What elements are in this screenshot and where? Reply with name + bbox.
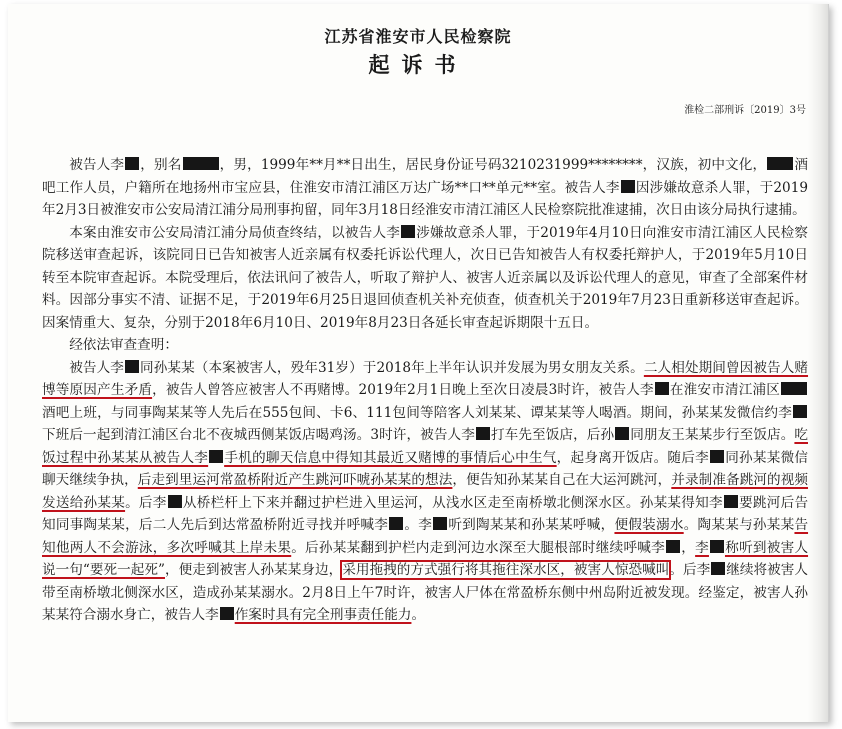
body-text: 从桥栏杆上下来并翻过护栏进入里运河，从浅水区走至南桥墩北侧深水区。孙某某得知李 bbox=[182, 494, 723, 511]
issuing-organization: 江苏省淮安市人民检察院 bbox=[324, 27, 512, 46]
body-text: 同孙某某（本案被害人，殁年31岁）于2018年上半年认识并发展为男女朋友关系。 bbox=[139, 359, 644, 376]
redaction-block bbox=[389, 517, 403, 530]
redaction-block bbox=[209, 450, 223, 463]
redaction-block bbox=[168, 495, 182, 508]
body-text: 同朋友王某某步行至饭店。 bbox=[630, 427, 795, 443]
redaction-block bbox=[767, 157, 793, 170]
underlined-highlight: 手机的聊天信息中得知其最近又赌博的事情后心中生气 bbox=[224, 449, 557, 466]
redaction-block bbox=[433, 517, 447, 530]
underlined-highlight: 后走到里运河常盈桥附近产生跳河吓唬孙某某的想法 bbox=[137, 472, 453, 488]
body-text: 。后李 bbox=[669, 562, 711, 578]
underlined-highlight: 并录制准备跳河的视频发送给孙某某 bbox=[42, 472, 809, 511]
underlined-highlight: 二人相处期间曾因被告人赌博等原因产生矛盾 bbox=[42, 359, 809, 398]
redaction-block bbox=[666, 540, 680, 553]
redaction-block bbox=[183, 157, 219, 170]
body-text: ， bbox=[681, 539, 696, 556]
redaction-block bbox=[793, 405, 807, 418]
underlined-highlight: 便假装溺水 bbox=[614, 517, 684, 533]
redaction-block bbox=[476, 427, 490, 440]
underlined-highlight: 告知他两人不会游泳，多次呼喊其上岸未果 bbox=[42, 517, 809, 556]
body-text: 被告人李 bbox=[69, 157, 125, 173]
underlined-highlight: 李 bbox=[695, 539, 709, 556]
underlined-highlight: 作案时具有完全刑事责任能力 bbox=[234, 607, 412, 623]
body-text: 。李 bbox=[404, 517, 433, 533]
document-body bbox=[42, 154, 808, 627]
redaction-block bbox=[615, 427, 629, 440]
body-text: 酒吧上班，与同事陶某某等人先后在555包间、卡6、111包间等陪客人刘某某、谭某某等人喝酒。期间，孙某某发微信约李 bbox=[42, 404, 792, 421]
body-text: ，别名 bbox=[140, 157, 182, 173]
defendant-info-paragraph bbox=[42, 154, 808, 222]
indictment-page bbox=[8, 4, 829, 722]
redaction-block bbox=[781, 382, 807, 395]
underlined-highlight: 称听到被害人说一句“要死一起死” bbox=[42, 539, 809, 578]
procedure-paragraph bbox=[42, 222, 808, 335]
body-text: 要跳河后告知同事陶某某，后二人先后到达常盈桥附近寻找并呼喊李 bbox=[42, 494, 809, 533]
body-text: ，便走到被害人孙某某身边， bbox=[164, 562, 343, 578]
redaction-block bbox=[710, 540, 724, 553]
underlined-highlight: 吃饭过程中孙某某从被告人李 bbox=[42, 427, 808, 466]
redaction-block bbox=[655, 382, 669, 395]
body-text: 打车先至饭店，后孙 bbox=[490, 427, 615, 443]
redaction-block bbox=[711, 562, 725, 575]
redaction-block bbox=[125, 157, 139, 170]
body-text: 。陶某某与孙某某 bbox=[683, 517, 795, 533]
body-text: 。后孙某某翻到护栏内走到河边水深至大腿根部时继续呼喊李 bbox=[291, 539, 665, 556]
body-text: ，男，1999年**月**日出生，居民身份证号码3210231999********，汉族，初中文化， bbox=[219, 157, 767, 173]
facts-paragraph bbox=[42, 357, 808, 627]
body-text: ，便告知孙某某自己在大运河跳河， bbox=[452, 472, 672, 488]
redaction-block bbox=[621, 180, 635, 193]
body-text: 因涉嫌故意杀人罪，于2019年2月3日被淮安市公安局清江浦分局刑事拘留，同年3月18日经淮安市清江浦区人民检察院批准逮捕，次日由该分局执行逮捕。 bbox=[42, 179, 808, 218]
body-text: 。 bbox=[411, 607, 426, 623]
body-text: 本案由淮安市公安局清江浦分局侦查终结，以被告人李 bbox=[69, 224, 401, 241]
redaction-block bbox=[220, 607, 234, 620]
body-text: 听到陶某某和孙某某呼喊， bbox=[448, 517, 615, 533]
body-text: 被告人李 bbox=[69, 359, 124, 376]
findings-intro bbox=[42, 334, 808, 357]
body-text: ，起身离开饭店。随后李 bbox=[556, 449, 709, 466]
body-text: ，被告人曾答应被害人不再赌博。2019年2月1日晚上至次日凌晨3时许，被告人李 bbox=[152, 382, 654, 398]
body-text: 酒吧工作人员，户籍所在地扬州市宝应县，住淮安市清江浦区万达广场**口**单元**室。被告人李 bbox=[42, 157, 809, 196]
redaction-block bbox=[710, 450, 724, 463]
redaction-block bbox=[125, 360, 139, 373]
boxed-highlight: 采用拖拽的方式强行将其拖往深水区，被害人惊恐喊叫 bbox=[342, 562, 670, 578]
body-text: 在淮安市清江浦区 bbox=[669, 382, 781, 398]
redaction-block bbox=[724, 495, 738, 508]
redaction-block bbox=[401, 225, 415, 238]
body-text: 继续将被害人带至南桥墩北侧深水区，造成孙某某溺水。2月8日上午7时许，被害人尸体在常盈桥东侧中州岛附近被发现。经鉴定，被害人孙某某符合溺水身亡，被告人李 bbox=[42, 562, 809, 623]
page-curl-shadow bbox=[808, 4, 828, 722]
document-number: 淮检二部刑诉〔2019〕3号 bbox=[684, 105, 806, 116]
body-text: 。后李 bbox=[125, 494, 167, 511]
document-title: 起诉书 bbox=[368, 52, 468, 77]
body-text: 同孙某某微信聊天继续争执， bbox=[42, 449, 809, 488]
body-text: 下班后一起到清江浦区台北不夜城西侧某饭店喝鸡汤。3时许，被告人李 bbox=[42, 427, 475, 443]
body-text: 经依法审查查明： bbox=[69, 337, 178, 353]
body-text: 涉嫌故意杀人罪，于2019年4月10日向淮安市清江浦区人民检察院移送审查起诉，该院同日已告知被害人近亲属有权委托诉讼代理人，次日已告知被告人有权委托辩护人，于2019年5月10日转至本院审查起诉。本院受理后，依法讯问了被告人，听取了辩护人、被害人近亲属以及诉讼代理人的意见，审查了全部案件材料。因部分事实不清、证据不足，于2019年6月25日退回侦查机关补充侦查，侦查机关于2019年7月23日重新移送审查起诉。因案情重大、复杂，分别于2018年6月10日、2019年8月23日各延长审查起诉期限十五日。 bbox=[42, 224, 808, 331]
